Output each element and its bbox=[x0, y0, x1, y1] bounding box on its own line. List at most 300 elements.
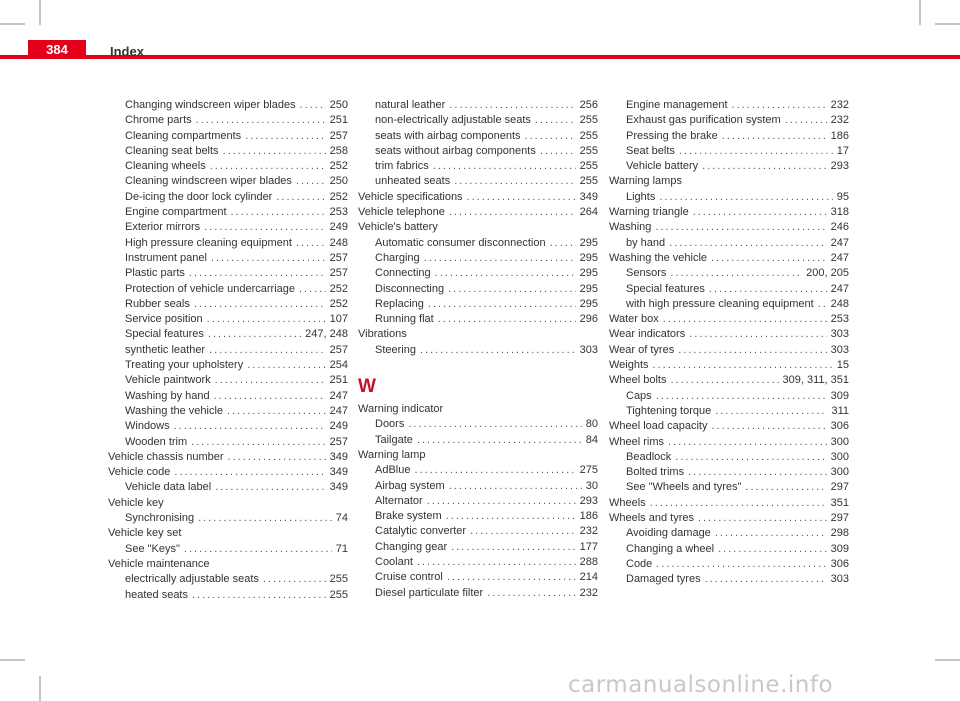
entry-label: Synchronising bbox=[125, 512, 195, 525]
leader-dots bbox=[189, 266, 326, 281]
entry-label: Vibrations bbox=[358, 328, 407, 341]
entry-label: Water box bbox=[609, 313, 659, 326]
index-entry bbox=[609, 174, 849, 189]
leader-dots bbox=[678, 343, 826, 358]
leader-dots bbox=[470, 524, 576, 539]
leader-dots bbox=[420, 343, 576, 358]
entry-label: Charging bbox=[375, 251, 420, 264]
entry-label: Tailgate bbox=[375, 433, 413, 446]
entry-label: Service position bbox=[125, 313, 203, 326]
page-reference: 255 bbox=[579, 129, 598, 142]
index-subentry bbox=[108, 480, 348, 495]
index-subentry bbox=[358, 251, 598, 266]
index-subentry bbox=[108, 343, 348, 358]
entry-label: Cleaning wheels bbox=[125, 160, 206, 173]
entry-label: Tightening torque bbox=[626, 404, 712, 417]
index-subentry bbox=[358, 297, 598, 312]
index-column-1 bbox=[108, 98, 348, 603]
index-subentry bbox=[108, 113, 348, 128]
page-reference: 30 bbox=[585, 479, 598, 492]
leader-dots bbox=[722, 129, 827, 144]
index-subentry bbox=[358, 282, 598, 297]
leader-dots bbox=[655, 220, 826, 235]
leader-dots bbox=[245, 129, 325, 144]
index-subentry bbox=[108, 236, 348, 251]
leader-dots bbox=[785, 113, 827, 128]
index-subentry bbox=[108, 174, 348, 189]
index-subentry bbox=[358, 113, 598, 128]
leader-dots bbox=[435, 266, 576, 281]
index-entry bbox=[609, 251, 849, 266]
leader-dots bbox=[194, 297, 326, 312]
index-subentry bbox=[609, 557, 849, 572]
index-subentry bbox=[108, 297, 348, 312]
index-subentry bbox=[108, 419, 348, 434]
leader-dots bbox=[540, 144, 576, 159]
index-entry bbox=[609, 220, 849, 235]
leader-dots bbox=[192, 588, 326, 603]
leader-dots bbox=[711, 419, 826, 434]
leader-dots bbox=[191, 435, 325, 450]
index-subentry bbox=[108, 98, 348, 113]
entry-label: Vehicle specifications bbox=[358, 190, 463, 203]
index-subentry bbox=[108, 327, 348, 342]
leader-dots bbox=[669, 236, 826, 251]
entry-label: Vehicle maintenance bbox=[108, 557, 210, 570]
index-subentry bbox=[609, 113, 849, 128]
index-subentry bbox=[358, 266, 598, 281]
index-subentry bbox=[609, 542, 849, 557]
entry-label: De-icing the door lock cylinder bbox=[125, 190, 273, 203]
entry-label: Caps bbox=[626, 389, 652, 402]
page-reference: 248 bbox=[329, 236, 348, 249]
index-entry bbox=[609, 312, 849, 327]
index-subentry bbox=[609, 297, 849, 312]
page-reference: 293 bbox=[830, 160, 849, 173]
entry-label: Vehicle code bbox=[108, 466, 171, 479]
leader-dots bbox=[209, 343, 326, 358]
page-reference: 232 bbox=[579, 525, 598, 538]
index-entry bbox=[609, 435, 849, 450]
leader-dots bbox=[438, 312, 576, 327]
entry-label: Coolant bbox=[375, 556, 413, 569]
page-reference: 349 bbox=[329, 450, 348, 463]
leader-dots bbox=[211, 251, 326, 266]
index-entry bbox=[609, 419, 849, 434]
entry-label: Changing a wheel bbox=[626, 542, 715, 555]
entry-label: Seat belts bbox=[626, 144, 675, 157]
entry-label: Wheel bolts bbox=[609, 374, 667, 387]
leader-dots bbox=[446, 509, 576, 524]
page-reference: 255 bbox=[579, 160, 598, 173]
entry-label: Vehicle telephone bbox=[358, 206, 445, 219]
entry-label: Vehicle key bbox=[108, 496, 164, 509]
index-entry bbox=[609, 343, 849, 358]
index-entry bbox=[609, 205, 849, 220]
entry-label: Engine compartment bbox=[125, 206, 227, 219]
leader-dots bbox=[447, 570, 576, 585]
index-subentry bbox=[358, 540, 598, 555]
entry-label: Vehicle key set bbox=[108, 527, 182, 540]
index-subentry bbox=[609, 526, 849, 541]
entry-label: Treating your upholstery bbox=[125, 359, 244, 372]
leader-dots bbox=[417, 555, 576, 570]
entry-label: See "Keys" bbox=[125, 542, 180, 555]
entry-label: Special features bbox=[626, 282, 705, 295]
index-subentry bbox=[358, 433, 598, 448]
entry-label: Damaged tyres bbox=[626, 573, 701, 586]
index-subentry bbox=[108, 220, 348, 235]
entry-label: Cleaning compartments bbox=[125, 129, 242, 142]
index-subentry bbox=[108, 251, 348, 266]
page-reference: 247 bbox=[830, 282, 849, 295]
index-subentry bbox=[358, 509, 598, 524]
leader-dots bbox=[663, 312, 827, 327]
page-reference: 15 bbox=[836, 359, 849, 372]
index-subentry bbox=[108, 190, 348, 205]
index-subentry bbox=[108, 373, 348, 388]
index-subentry bbox=[358, 417, 598, 432]
page-reference: 250 bbox=[329, 175, 348, 188]
index-entry bbox=[609, 496, 849, 511]
entry-label: Weights bbox=[609, 359, 649, 372]
page-reference: 80 bbox=[585, 418, 598, 431]
index-subentry bbox=[609, 190, 849, 205]
leader-dots bbox=[299, 282, 326, 297]
entry-label: High pressure cleaning equipment bbox=[125, 236, 292, 249]
index-subentry bbox=[108, 389, 348, 404]
entry-label: Washing by hand bbox=[125, 389, 210, 402]
leader-dots bbox=[732, 98, 827, 113]
page-reference: 306 bbox=[830, 557, 849, 570]
leader-dots bbox=[417, 433, 582, 448]
leader-dots bbox=[656, 389, 827, 404]
leader-dots bbox=[451, 540, 575, 555]
page-reference: 257 bbox=[329, 435, 348, 448]
leader-dots bbox=[427, 494, 576, 509]
page-reference: 293 bbox=[579, 494, 598, 507]
entry-label: Cleaning windscreen wiper blades bbox=[125, 175, 292, 188]
page-reference: 74 bbox=[335, 512, 348, 525]
index-subentry bbox=[358, 98, 598, 113]
page-reference: 257 bbox=[329, 251, 348, 264]
leader-dots bbox=[525, 129, 576, 144]
leader-dots bbox=[467, 190, 576, 205]
index-subentry bbox=[609, 266, 849, 281]
entry-label: non-electrically adjustable seats bbox=[375, 114, 531, 127]
entry-label: Warning triangle bbox=[609, 206, 689, 219]
leader-dots bbox=[414, 463, 575, 478]
index-subentry bbox=[108, 404, 348, 419]
index-subentry bbox=[609, 144, 849, 159]
index-column-3 bbox=[609, 98, 849, 588]
entry-label: Washing the vehicle bbox=[609, 251, 708, 264]
leader-dots bbox=[231, 205, 326, 220]
leader-dots bbox=[711, 251, 827, 266]
leader-dots bbox=[454, 174, 575, 189]
leader-dots bbox=[223, 144, 326, 159]
page-reference: 257 bbox=[329, 343, 348, 356]
page-reference: 295 bbox=[579, 251, 598, 264]
entry-label: Instrument panel bbox=[125, 251, 207, 264]
page-reference: 251 bbox=[329, 114, 348, 127]
entry-label: Airbag system bbox=[375, 479, 445, 492]
page-reference: 200, 205 bbox=[806, 267, 849, 280]
page-reference: 297 bbox=[830, 481, 849, 494]
leader-dots bbox=[204, 220, 325, 235]
leader-dots bbox=[745, 480, 826, 495]
page-reference: 309, 311, 351 bbox=[782, 374, 849, 387]
leader-dots bbox=[428, 297, 576, 312]
leader-dots bbox=[215, 373, 326, 388]
leader-dots bbox=[693, 205, 827, 220]
entry-label: Vehicle battery bbox=[626, 160, 699, 173]
leader-dots bbox=[659, 190, 832, 205]
page-reference: 275 bbox=[579, 464, 598, 477]
leader-dots bbox=[679, 144, 833, 159]
entry-label: unheated seats bbox=[375, 175, 451, 188]
leader-dots bbox=[433, 159, 576, 174]
entry-label: Windows bbox=[125, 420, 170, 433]
page-reference: 256 bbox=[579, 99, 598, 111]
entry-label: Cruise control bbox=[375, 571, 443, 584]
leader-dots bbox=[210, 159, 326, 174]
leader-dots bbox=[296, 174, 326, 189]
leader-dots bbox=[670, 266, 802, 281]
leader-dots bbox=[487, 586, 575, 601]
page-reference: 303 bbox=[579, 343, 598, 356]
entry-label: Protection of vehicle undercarriage bbox=[125, 282, 295, 295]
leader-dots bbox=[650, 496, 827, 511]
page-reference: 249 bbox=[329, 221, 348, 234]
leader-dots bbox=[709, 282, 827, 297]
entry-label: Disconnecting bbox=[375, 282, 445, 295]
leader-dots bbox=[656, 557, 826, 572]
section-letter: W bbox=[358, 376, 376, 398]
entry-label: Wheel rims bbox=[609, 435, 665, 448]
entry-label: Warning lamps bbox=[609, 175, 682, 188]
page-reference: 255 bbox=[579, 114, 598, 127]
entry-label: Cleaning seat belts bbox=[125, 144, 219, 157]
index-entry bbox=[609, 373, 849, 388]
page-reference: 303 bbox=[830, 573, 849, 586]
index-subentry bbox=[358, 570, 598, 585]
entry-label: Exhaust gas purification system bbox=[626, 114, 781, 127]
leader-dots bbox=[174, 419, 326, 434]
page-reference: 295 bbox=[579, 236, 598, 249]
leader-dots bbox=[670, 373, 778, 388]
page-reference: 214 bbox=[579, 571, 598, 584]
entry-label: See "Wheels and tyres" bbox=[626, 481, 742, 494]
leader-dots bbox=[688, 465, 827, 480]
page-reference: 303 bbox=[830, 343, 849, 356]
page-reference: 71 bbox=[335, 542, 348, 555]
index-entry bbox=[358, 327, 598, 342]
entry-label: Diesel particulate filter bbox=[375, 586, 484, 599]
index-subentry bbox=[108, 312, 348, 327]
page-reference: 306 bbox=[830, 420, 849, 433]
index-subentry bbox=[358, 236, 598, 251]
entry-label: Steering bbox=[375, 343, 416, 356]
leader-dots bbox=[715, 526, 827, 541]
page-reference: 232 bbox=[579, 586, 598, 599]
leader-dots bbox=[208, 327, 301, 342]
page-reference: 247 bbox=[830, 251, 849, 264]
index-subentry bbox=[108, 266, 348, 281]
index-entry bbox=[108, 465, 348, 480]
entry-label: with high pressure cleaning equipment bbox=[626, 297, 814, 310]
index-subentry bbox=[609, 236, 849, 251]
leader-dots bbox=[550, 236, 576, 251]
entry-label: by hand bbox=[626, 236, 666, 249]
page-reference: 252 bbox=[329, 282, 348, 295]
page-reference: 247 bbox=[830, 236, 849, 249]
entry-label: Warning lamp bbox=[358, 448, 426, 461]
entry-label: Code bbox=[626, 557, 653, 570]
leader-dots bbox=[668, 435, 827, 450]
index-subentry bbox=[108, 159, 348, 174]
page-reference: 295 bbox=[579, 297, 598, 310]
index-subentry bbox=[609, 450, 849, 465]
page-reference: 303 bbox=[830, 328, 849, 341]
entry-label: Bolted trims bbox=[626, 466, 685, 479]
page-reference: 246 bbox=[830, 221, 849, 234]
entry-label: Rubber seals bbox=[125, 297, 190, 310]
page-reference: 232 bbox=[830, 114, 849, 127]
entry-label: Doors bbox=[375, 418, 405, 431]
page-reference: 84 bbox=[585, 433, 598, 446]
entry-label: Replacing bbox=[375, 297, 424, 310]
page-reference: 255 bbox=[329, 573, 348, 586]
page-reference: 295 bbox=[579, 282, 598, 295]
header-accent-bar bbox=[0, 55, 960, 59]
page-reference: 249 bbox=[329, 420, 348, 433]
page-reference: 251 bbox=[329, 374, 348, 387]
leader-dots bbox=[715, 404, 827, 419]
index-subentry bbox=[108, 588, 348, 603]
page-reference: 257 bbox=[329, 129, 348, 142]
index-subentry bbox=[358, 129, 598, 144]
index-entry bbox=[108, 526, 348, 541]
leader-dots bbox=[300, 98, 326, 113]
index-subentry bbox=[358, 312, 598, 327]
page-reference: 177 bbox=[579, 540, 598, 553]
leader-dots bbox=[227, 404, 326, 419]
entry-label: electrically adjustable seats bbox=[125, 573, 259, 586]
page-reference: 247, 248 bbox=[305, 328, 348, 341]
entry-label: Washing the vehicle bbox=[125, 404, 224, 417]
index-subentry bbox=[358, 494, 598, 509]
index-subentry bbox=[609, 129, 849, 144]
index-entry bbox=[358, 402, 598, 417]
entry-label: Alternator bbox=[375, 494, 423, 507]
page-reference: 300 bbox=[830, 466, 849, 479]
page-reference: 300 bbox=[830, 435, 849, 448]
index-subentry bbox=[609, 404, 849, 419]
entry-label: trim fabrics bbox=[375, 160, 429, 173]
entry-label: Warning indicator bbox=[358, 403, 444, 416]
index-subentry bbox=[609, 480, 849, 495]
leader-dots bbox=[215, 480, 325, 495]
page-reference: 349 bbox=[329, 481, 348, 494]
entry-label: Brake system bbox=[375, 510, 442, 523]
index-subentry bbox=[609, 389, 849, 404]
page-number: 384 bbox=[28, 40, 86, 59]
page-title: Index bbox=[110, 44, 144, 59]
entry-label: Special features bbox=[125, 328, 204, 341]
entry-label: Vehicle data label bbox=[125, 481, 212, 494]
leader-dots bbox=[818, 297, 827, 312]
index-entry bbox=[358, 220, 598, 235]
leader-dots bbox=[449, 479, 582, 494]
index-subentry bbox=[108, 358, 348, 373]
index-entry bbox=[358, 448, 598, 463]
page-reference: 349 bbox=[579, 190, 598, 203]
page-reference: 255 bbox=[579, 175, 598, 188]
index-subentry bbox=[609, 572, 849, 587]
leader-dots bbox=[247, 358, 325, 373]
leader-dots bbox=[207, 312, 326, 327]
entry-label: Wear of tyres bbox=[609, 343, 675, 356]
index-entry bbox=[358, 205, 598, 220]
leader-dots bbox=[535, 113, 576, 128]
index-subentry bbox=[358, 144, 598, 159]
page-reference: 318 bbox=[830, 206, 849, 219]
page-reference: 296 bbox=[579, 313, 598, 326]
page-reference: 297 bbox=[830, 512, 849, 525]
page-reference: 298 bbox=[830, 527, 849, 540]
index-entry bbox=[108, 496, 348, 511]
index-subentry bbox=[358, 463, 598, 478]
page-reference: 255 bbox=[579, 144, 598, 157]
page-reference: 247 bbox=[329, 389, 348, 402]
page-reference: 254 bbox=[329, 359, 348, 372]
leader-dots bbox=[702, 159, 826, 174]
entry-label: Wooden trim bbox=[125, 435, 188, 448]
page-reference: 95 bbox=[836, 190, 849, 203]
entry-label: AdBlue bbox=[375, 464, 411, 477]
page-reference: 295 bbox=[579, 267, 598, 280]
index-subentry bbox=[358, 524, 598, 539]
leader-dots bbox=[698, 511, 827, 526]
page-reference: 351 bbox=[830, 496, 849, 509]
page-reference: 248 bbox=[830, 297, 849, 310]
leader-dots bbox=[196, 113, 326, 128]
page-reference: 255 bbox=[329, 588, 348, 601]
index-subentry bbox=[609, 159, 849, 174]
page-reference: 186 bbox=[830, 129, 849, 142]
index-subentry bbox=[108, 435, 348, 450]
entry-label: synthetic leather bbox=[125, 343, 206, 356]
page-reference: 257 bbox=[329, 267, 348, 280]
leader-dots bbox=[653, 358, 833, 373]
page-reference: 252 bbox=[329, 160, 348, 173]
leader-dots bbox=[424, 251, 576, 266]
page-reference: 288 bbox=[579, 556, 598, 569]
leader-dots bbox=[174, 465, 325, 480]
watermark: carmanualsonline.info bbox=[568, 672, 834, 698]
index-subentry bbox=[358, 479, 598, 494]
entry-label: seats with airbag components bbox=[375, 129, 521, 142]
leader-dots bbox=[263, 572, 326, 587]
index-entry bbox=[609, 511, 849, 526]
page-reference: 17 bbox=[836, 144, 849, 157]
index-subentry bbox=[609, 465, 849, 480]
entry-label: Wheels and tyres bbox=[609, 512, 694, 525]
entry-label: Lights bbox=[626, 190, 656, 203]
page-reference: 252 bbox=[329, 190, 348, 203]
page-reference: 300 bbox=[830, 450, 849, 463]
